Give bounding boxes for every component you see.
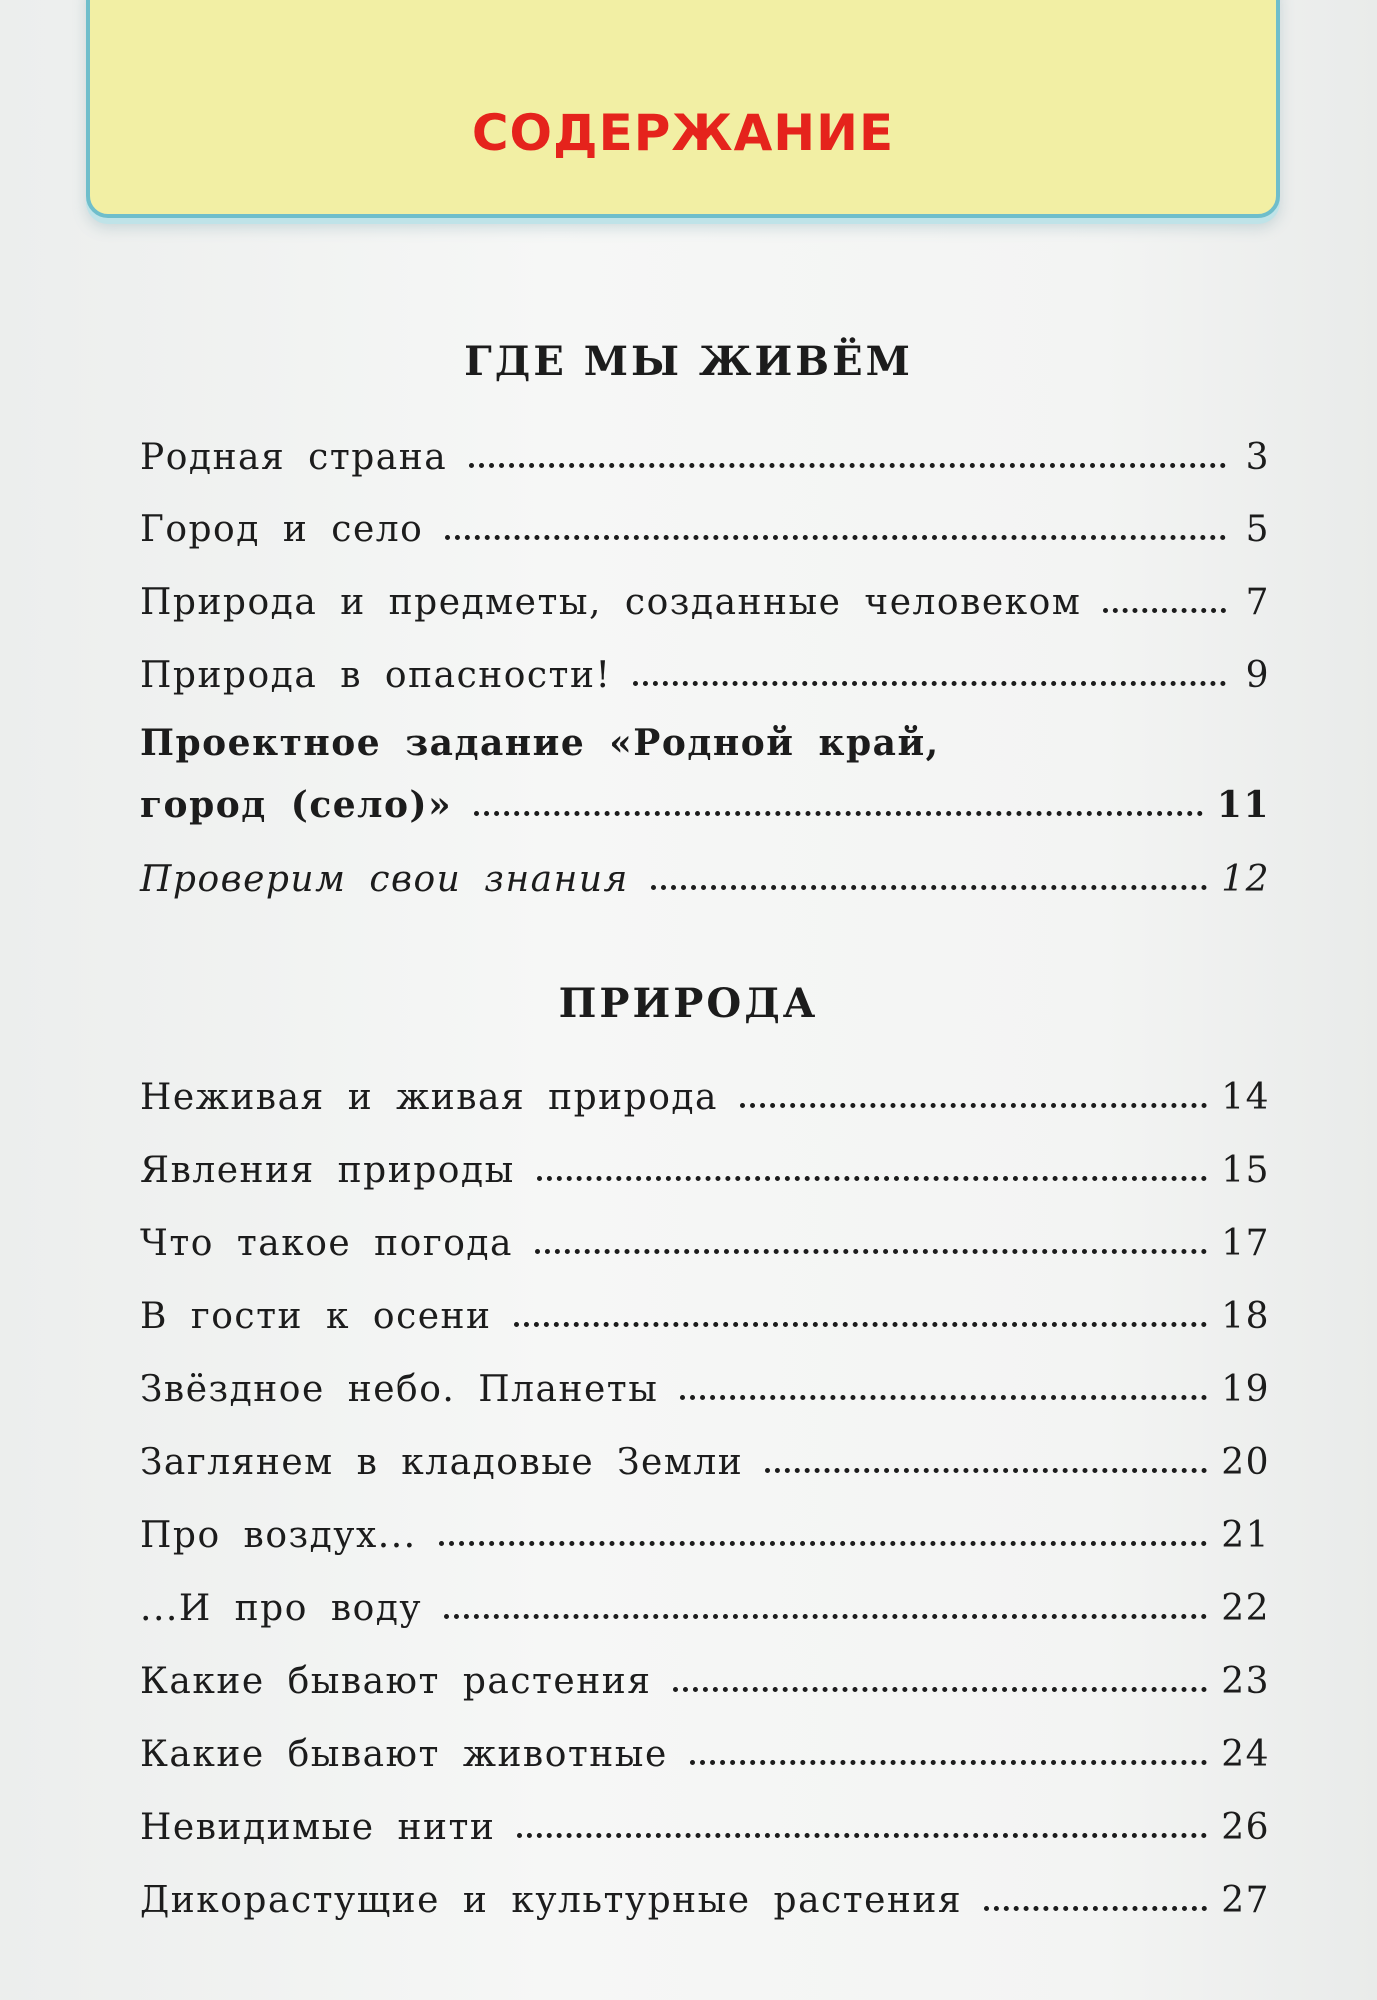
toc-leader-dots [469,463,1226,468]
toc-entry[interactable] [140,1214,1270,1264]
toc-entry[interactable] [140,1068,1270,1118]
toc-entry[interactable] [140,573,1270,623]
toc-entry-label: Город и село [140,509,424,550]
toc-entry[interactable] [140,500,1270,550]
toc-entry[interactable] [140,1652,1270,1702]
toc-entry[interactable] [140,646,1270,696]
section-heading-where-we-live: ГДЕ МЫ ЖИВЁМ [464,338,913,385]
toc-page-number: 9 [1245,655,1270,696]
toc-page-number: 20 [1221,1442,1270,1483]
toc-entry-label: Про воздух... [140,1515,417,1556]
toc-page-number: 14 [1221,1077,1270,1118]
toc-page-number: 26 [1221,1807,1270,1848]
toc-entry-project[interactable] [140,776,1270,826]
toc-entry-label: Родная страна [140,437,448,478]
toc-leader-dots [765,1468,1207,1473]
toc-leader-dots [651,885,1207,890]
toc-leader-dots [633,681,1226,686]
toc-page-number: 23 [1221,1661,1270,1702]
toc-entry-check-knowledge[interactable] [140,850,1270,900]
toc-leader-dots [514,1322,1208,1327]
toc-leader-dots [439,1541,1208,1546]
toc-entry-label: Заглянем в кладовые Земли [140,1442,744,1483]
toc-entry[interactable] [140,1141,1270,1191]
toc-page-number: 17 [1221,1223,1270,1264]
toc-leader-dots [474,811,1203,816]
toc-page-number: 15 [1221,1150,1270,1191]
toc-entry-label: Звёздное небо. Планеты [140,1369,659,1410]
toc-entry[interactable] [140,1433,1270,1483]
toc-leader-dots [673,1687,1207,1692]
toc-entry-label: Неживая и живая природа [140,1077,719,1118]
toc-page-number: 7 [1245,582,1270,623]
toc-leader-dots [680,1395,1207,1400]
toc-page-number: 21 [1221,1515,1270,1556]
toc-entry-label: Природа в опасности! [140,655,612,696]
toc-entry[interactable] [140,1798,1270,1848]
toc-entry[interactable] [140,1871,1270,1921]
toc-leader-dots [445,535,1226,540]
toc-page-number: 18 [1221,1296,1270,1337]
toc-leader-dots [690,1760,1207,1765]
toc-entry-label: Явления природы [140,1150,515,1191]
toc-page-number: 27 [1221,1880,1270,1921]
toc-entry-label: В гости к осени [140,1296,492,1337]
toc-entry-label: Проверим свои знания [140,859,629,900]
toc-leader-dots [740,1103,1207,1108]
toc-entry-label: Какие бывают растения [140,1661,652,1702]
toc-entry-label: город (село)» [140,784,453,826]
toc-leader-dots [984,1906,1207,1911]
toc-entry-label: Дикорастущие и культурные растения [140,1880,963,1921]
toc-entry[interactable] [140,428,1270,478]
toc-page-number: 5 [1245,509,1270,550]
page-title: СОДЕРЖАНИЕ [471,104,895,162]
toc-entry-label: ...И про воду [140,1588,423,1629]
toc-page-number: 19 [1221,1369,1270,1410]
toc-page-number: 22 [1221,1588,1270,1629]
toc-entry[interactable] [140,1506,1270,1556]
section-heading-nature: ПРИРОДА [558,980,819,1027]
toc-page-number: 12 [1221,859,1270,900]
toc-leader-dots [517,1833,1207,1838]
toc-page-number: 3 [1245,437,1270,478]
toc-leader-dots [1103,608,1226,613]
toc-entry-label: Природа и предметы, созданные человеком [140,582,1082,623]
contents-header-banner [86,0,1280,218]
toc-entry-label: Какие бывают животные [140,1734,668,1775]
toc-leader-dots [535,1249,1207,1254]
toc-leader-dots [444,1614,1207,1619]
toc-page-number: 11 [1216,784,1270,826]
toc-entry[interactable] [140,1287,1270,1337]
toc-entry[interactable] [140,1725,1270,1775]
toc-page-number: 24 [1221,1734,1270,1775]
toc-entry-label: Невидимые нити [140,1807,496,1848]
toc-entry-label: Что такое погода [140,1223,513,1264]
toc-entry-label-line1[interactable]: Проектное задание «Родной край, [140,722,940,764]
toc-entry[interactable] [140,1579,1270,1629]
toc-entry[interactable] [140,1360,1270,1410]
toc-leader-dots [537,1176,1207,1181]
